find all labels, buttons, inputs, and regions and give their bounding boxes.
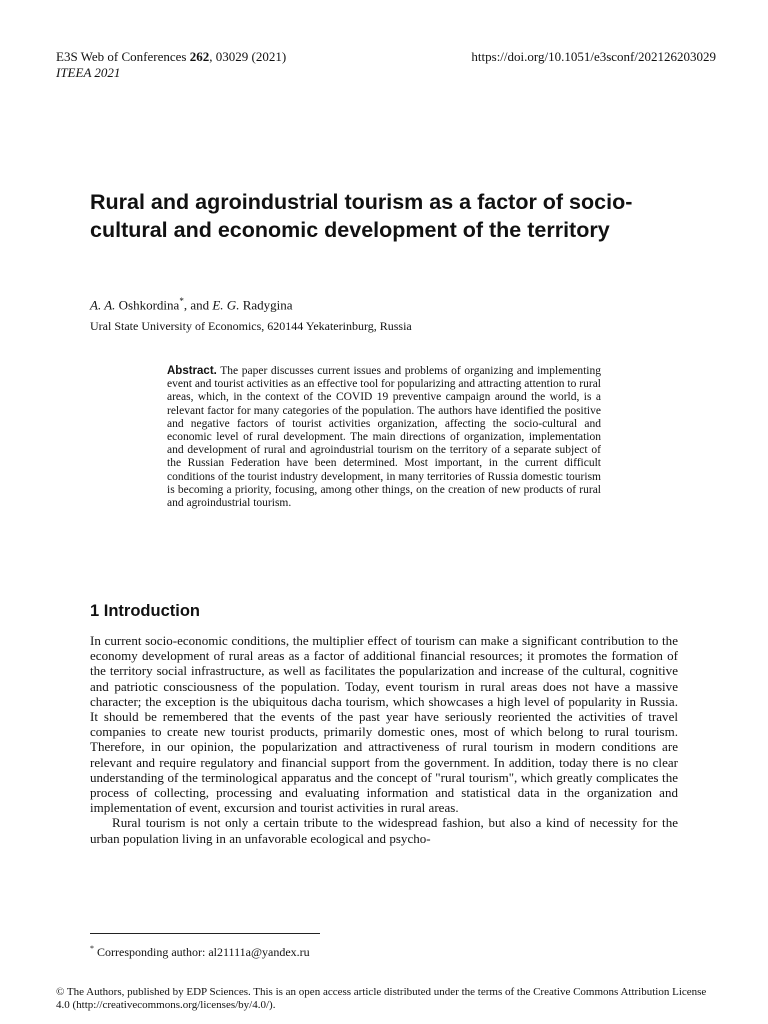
license-notice: © The Authors, published by EDP Sciences. This is an open access article distributed under the terms of the Creative Commons Attribution License 4.0 (http://creativecommons.org/licenses/by/4.0/). [56, 986, 707, 1011]
doi-link[interactable]: https://doi.org/10.1051/e3sconf/202126203029 [471, 49, 716, 64]
author-initials-1: A. A. [90, 297, 116, 313]
introduction-body [90, 633, 678, 846]
footnote-corresponding-author: * Corresponding author: al21111a@yandex.ru [90, 944, 310, 959]
volume-number: 262 [189, 49, 210, 64]
abstract-text: The paper discusses current issues and problems of organizing and implementing event and tourist activities as an effective tool for popularizing and attracting attention to rural areas, which, in the context of the COVID 19 preventive campaign around the world, is a relevant factor for many categories of the population. The authors have identified the positive and negative factors of tourist activities organization, affecting the socio-cultural and economic level of rural development. The main directions of organization, implementation and development of rural and agroindustrial tourism on the territory of a separate subject of the Russian Federation have been determined. Most important, in the current difficult conditions of the tourist industry development, in many territories of Russia domestic tourism is becoming a priority, focusing, among other things, on the creation of new products of rural and agroindustrial tourism. [167, 365, 601, 510]
journal-citation: E3S Web of Conferences 262, 03029 (2021) [56, 49, 287, 64]
abstract-label: Abstract. [167, 365, 217, 377]
author-initials-2: E. G. [212, 297, 240, 313]
author-surname-2: Radygina [239, 297, 293, 313]
abstract [167, 365, 601, 510]
section-heading-introduction: 1 Introduction [90, 602, 200, 620]
running-header-left [56, 49, 286, 81]
footnote-divider [90, 933, 320, 934]
paper-title: Rural and agroindustrial tourism as a factor of socio-cultural and economic development of the territory [90, 190, 633, 242]
paragraph: In current socio-economic conditions, the multiplier effect of tourism can make a significant contribution to the economy development of rural areas as a factor of additional financial resources; it promotes the formation of the territory social infrastructure, as well as facilitates the popularization and increase of the cultural, cognitive and patriotic consciousness of the population. Today, event tourism in rural areas does not have a massive character; the exception is the ubiquitous dacha tourism, which showcases a high level of popularity in Russia. It should be remembered that the events of the past year have seriously reoriented the activities of travel companies to create new tourist products, primarily domestic ones, most of which belong to rural tourism. Therefore, in our opinion, the popularization and attractiveness of rural tourism in modern conditions are relevant and require regulatory and financial support from the government. In addition, today there is no clear understanding of the terminological apparatus and the concept of "rural tourism", which greatly complicates the process of collecting, processing and evaluating information and statistical data in the organization and implementation of event, excursion and tourist activities in rural areas. [90, 633, 678, 816]
conference-venue: ITEEA 2021 [56, 65, 121, 80]
corresponding-author-mark: * [179, 296, 184, 306]
author-surname-1: Oshkordina [115, 297, 180, 313]
author-list: A. A. Oshkordina*, and E. G. Radygina [90, 296, 293, 313]
paragraph: Rural tourism is not only a certain tribute to the widespread fashion, but also a kind of necessity for the urban population living in an unfavorable ecological and psycho- [90, 815, 678, 846]
affiliation: Ural State University of Economics, 620144 Yekaterinburg, Russia [90, 319, 412, 333]
